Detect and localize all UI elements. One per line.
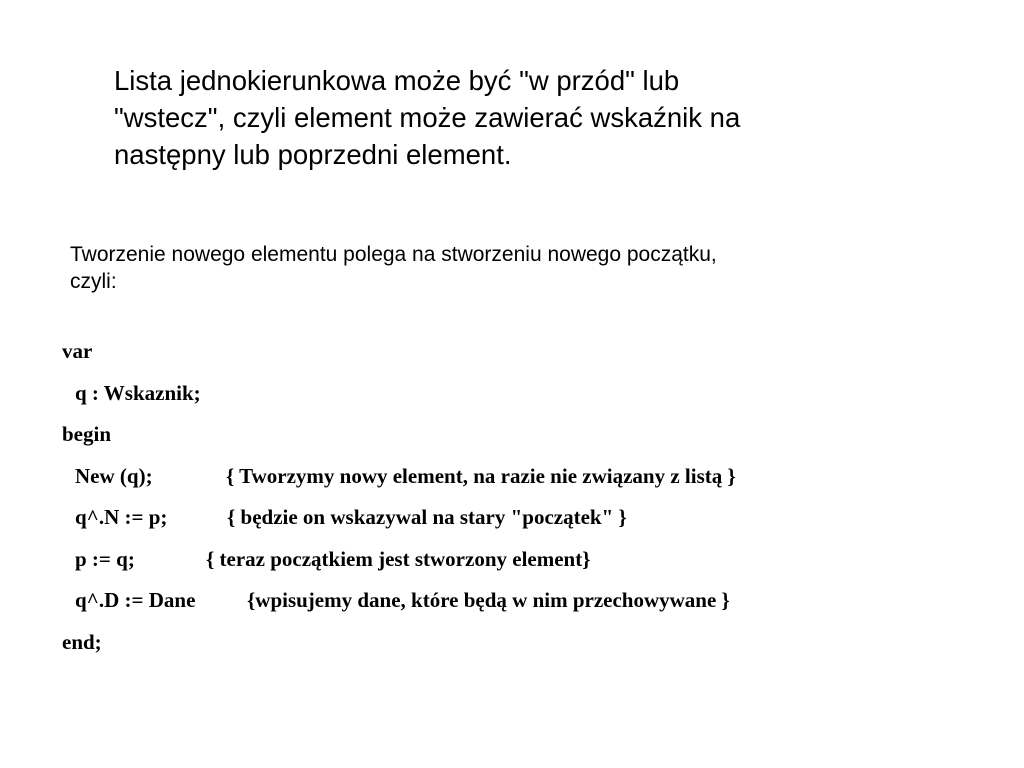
code-comment: { będzie on wskazywal na stary "początek" } <box>227 505 627 529</box>
intro-line-1: Lista jednokierunkowa może być "w przód" lub <box>114 65 680 96</box>
code-comment: { teraz początkiem jest stworzony element} <box>206 546 591 571</box>
intro-line-2: "wstecz", czyli element może zawierać wskaźnik na <box>114 102 741 133</box>
code-comment: { Tworzymy nowy element, na razie nie związany z listą } <box>226 463 736 488</box>
intro-line-3: następny lub poprzedni element. <box>114 139 512 170</box>
code-listing <box>62 337 962 669</box>
code-line-end: end; <box>62 629 102 654</box>
code-statement: q^.N := p; <box>75 505 168 529</box>
code-line-head <box>62 545 962 587</box>
code-line-data <box>62 586 962 628</box>
code-line-decl: q : Wskaznik; <box>75 380 201 405</box>
code-line-new <box>62 462 962 504</box>
code-line-var: var <box>62 339 93 363</box>
code-comment: {wpisujemy dane, które będą w nim przechowywane } <box>247 588 730 612</box>
intro-paragraph <box>114 62 914 173</box>
code-statement: p := q; <box>75 546 135 571</box>
code-line-link <box>62 503 962 545</box>
lead-paragraph <box>70 241 890 295</box>
lead-line-1: Tworzenie nowego elementu polega na stworzeniu nowego początku, <box>70 243 717 266</box>
code-statement: New (q); <box>75 463 153 488</box>
code-line-begin: begin <box>62 422 112 446</box>
code-statement: q^.D := Dane <box>75 588 196 612</box>
lead-line-2: czyli: <box>70 270 117 293</box>
